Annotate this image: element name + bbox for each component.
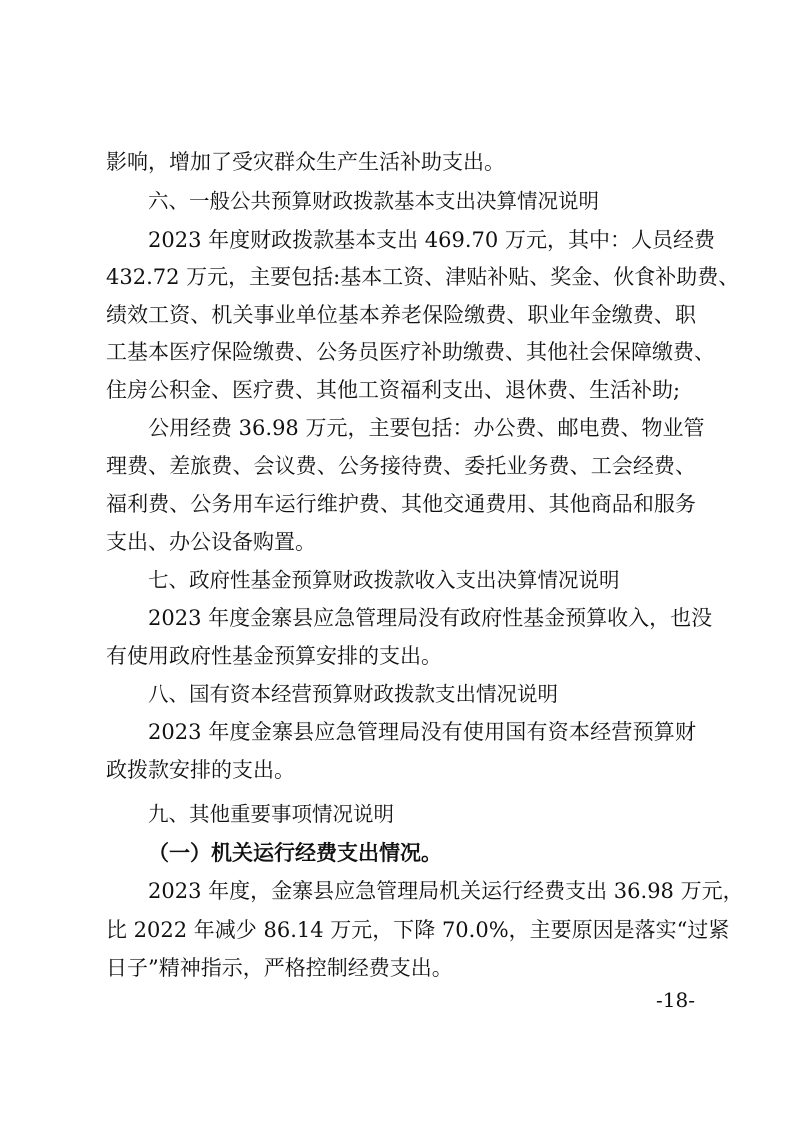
subsection-heading: （一）机关运行经费支出情况。 [148, 840, 442, 865]
body-line: 影响，增加了受灾群众生产生活补助支出。 [106, 150, 505, 174]
section-heading-9: 九、其他重要事项情况说明 [148, 802, 394, 826]
body-line: 2023 年度金寨县应急管理局没有政府性基金预算收入，也没 [148, 606, 713, 630]
body-line: 日子”精神指示，严格控制经费支出。 [106, 956, 453, 980]
body-line: 2023 年度，金寨县应急管理局机关运行经费支出 36.98 万元， [148, 879, 744, 903]
body-line: 政拨款安排的支出。 [106, 758, 295, 782]
body-line: 432.72 万元，主要包括:基本工资、津贴补贴、奖金、伙食补助费、 [106, 265, 740, 289]
page-number: -18- [656, 988, 695, 1012]
body-line: 福利费、公务用车运行维护费、其他交通费用、其他商品和服务 [106, 492, 696, 516]
body-line: 绩效工资、机关事业单位基本养老保险缴费、职业年金缴费、职 [106, 303, 696, 327]
body-line: 公用经费 36.98 万元，主要包括：办公费、邮电费、物业管 [148, 416, 705, 440]
body-line: 2023 年度财政拨款基本支出 469.70 万元，其中：人员经费 [148, 228, 715, 252]
body-line: 有使用政府性基金预算安排的支出。 [106, 644, 442, 668]
section-heading-6: 六、一般公共预算财政拨款基本支出决算情况说明 [148, 189, 599, 213]
body-line: 2023 年度金寨县应急管理局没有使用国有资本经营预算财 [148, 720, 696, 744]
body-line: 理费、差旅费、会议费、公务接待费、委托业务费、工会经费、 [106, 454, 696, 478]
body-line: 住房公积金、医疗费、其他工资福利支出、退休费、生活补助; [106, 378, 681, 402]
body-line: 比 2022 年减少 86.14 万元，下降 70.0%，主要原因是落实“过紧 [106, 918, 730, 942]
body-line: 工基本医疗保险缴费、公务员医疗补助缴费、其他社会保障缴费、 [106, 340, 715, 364]
body-line: 支出、办公设备购置。 [106, 530, 316, 554]
section-heading-8: 八、国有资本经营预算财政拨款支出情况说明 [148, 682, 558, 706]
section-heading-7: 七、政府性基金预算财政拨款收入支出决算情况说明 [148, 568, 620, 592]
